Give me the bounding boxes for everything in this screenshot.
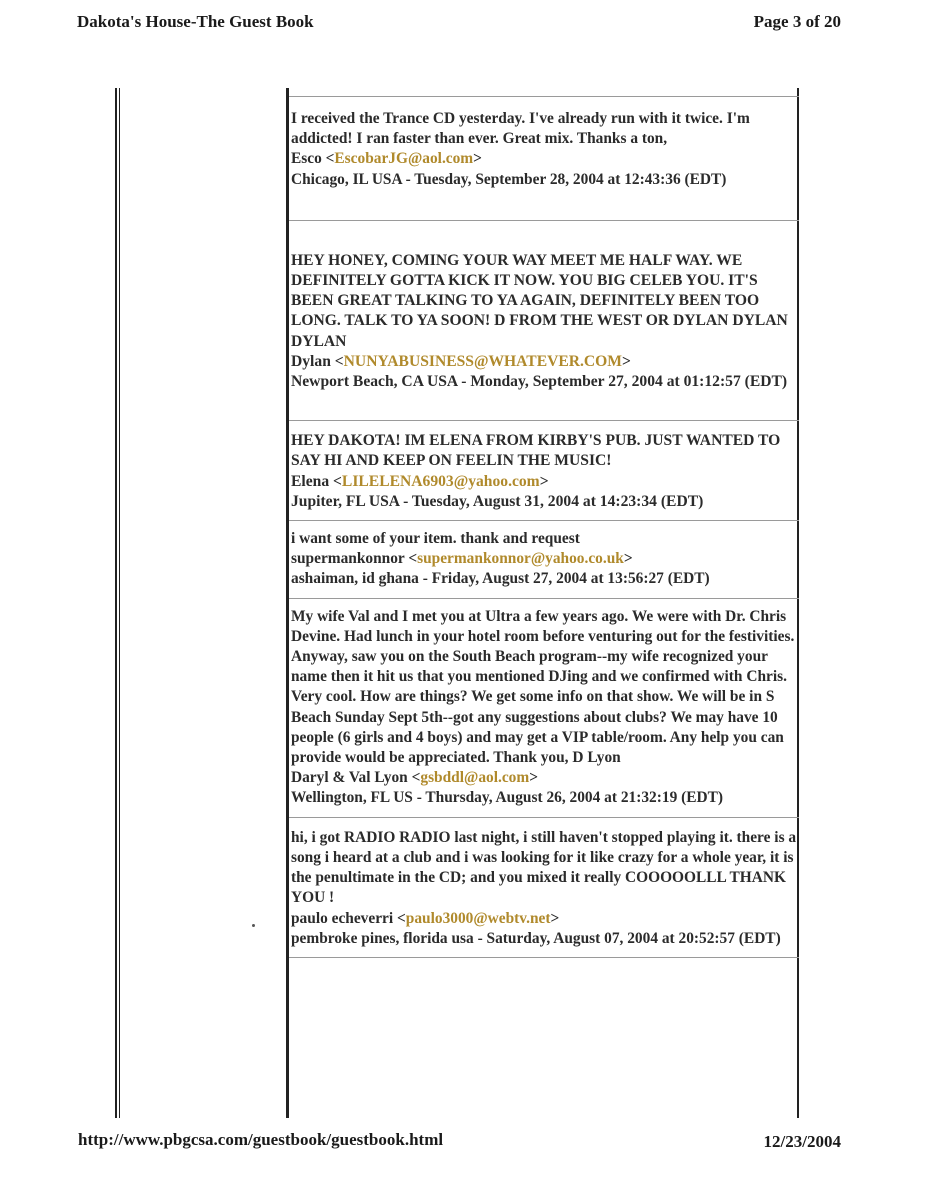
entry-location-date: Wellington, FL US - Thursday, August 26, 2004 at 21:32:19 (EDT) — [291, 789, 724, 807]
entry-divider — [289, 957, 799, 958]
entry-message: hi, i got RADIO RADIO last night, i still haven't stopped playing it. there is a song i heard at a club and i was looking for it like crazy for a whole year, it is the penultimate in the CD; and you mixed it really COOOOOLLL THANK YOU ! — [291, 828, 797, 907]
page-footer-date: 12/23/2004 — [763, 1132, 841, 1151]
entry-author: Elena — [291, 472, 330, 490]
entry-author: Dylan — [291, 352, 331, 370]
entry-author: paulo echeverri — [291, 909, 394, 927]
entry-signature: Dylan <NUNYABUSINESS@WHATEVER.COM> — [291, 352, 631, 370]
entry-location-date: Newport Beach, CA USA - Monday, September 27, 2004 at 01:12:57 (EDT) — [291, 373, 788, 391]
entry-email-link[interactable]: LILELENA6903@yahoo.com — [341, 472, 540, 490]
entry-location-date: pembroke pines, florida usa - Saturday, August 07, 2004 at 20:52:57 (EDT) — [291, 929, 781, 947]
entry-email-link[interactable]: NUNYABUSINESS@WHATEVER.COM — [343, 352, 623, 370]
guestbook-entry — [289, 420, 799, 520]
entry-message: I received the Trance CD yesterday. I've already run with it twice. I'm addicted! I ran faster than ever. Great mix. Thanks a ton, — [291, 110, 750, 148]
entry-email-link[interactable]: supermankonnor@yahoo.co.uk — [417, 550, 624, 568]
page-number: Page 3 of 20 — [753, 12, 841, 31]
entry-signature: supermankonnor <supermankonnor@yahoo.co.uk> — [291, 550, 633, 568]
entry-signature: paulo echeverri <paulo3000@webtv.net> — [291, 909, 560, 927]
frame-border-left-inner — [119, 88, 120, 1118]
entry-email-link[interactable]: EscobarJG@aol.com — [334, 150, 474, 168]
frame-border-left — [115, 88, 117, 1118]
entry-message: HEY HONEY, COMING YOUR WAY MEET ME HALF WAY. WE DEFINITELY GOTTA KICK IT NOW. YOU BIG CELEB YOU. IT'S BEEN GREAT TALKING TO YA AGAIN, DEFINITELY BEEN TOO LONG. TALK TO YA SOON! D FROM THE WEST OR DYLAN DYLAN DYLAN — [291, 251, 788, 350]
entry-message: HEY DAKOTA! IM ELENA FROM KIRBY'S PUB. JUST WANTED TO SAY HI AND KEEP ON FEELIN THE MUSIC! — [291, 432, 781, 470]
guestbook-entry — [289, 96, 799, 220]
entry-signature: Elena <LILELENA6903@yahoo.com> — [291, 472, 549, 490]
page-footer-url: http://www.pbgcsa.com/guestbook/guestbook.html — [78, 1130, 444, 1149]
entry-location-date: ashaiman, id ghana - Friday, August 27, 2004 at 13:56:27 (EDT) — [291, 570, 710, 588]
entry-signature: Esco <EscobarJG@aol.com> — [291, 150, 482, 168]
entry-message: My wife Val and I met you at Ultra a few years ago. We were with Dr. Chris Devine. Had lunch in your hotel room before venturing out for the festivities. Anyway, saw you on the South Beach program--my wife recognized your name then it hit us that you mentioned DJing and we confirmed with Chris. Very cool. How are things? We get some info on that show. We will be in S Beach Sunday Sept 5th--got any suggestions about clubs? We may have 10 people (6 girls and 4 boys) and may get a VIP table/room. Any help you can provide would be appreciated. Thank you, D Lyon — [291, 607, 795, 767]
guestbook-entry — [289, 817, 799, 957]
entry-author: Daryl & Val Lyon — [291, 769, 408, 787]
entry-author: Esco — [291, 150, 322, 168]
entry-author: supermankonnor — [291, 550, 405, 568]
scan-speck — [252, 924, 255, 927]
entry-email-link[interactable]: paulo3000@webtv.net — [405, 909, 551, 927]
guestbook-entry — [289, 220, 799, 420]
entry-location-date: Jupiter, FL USA - Tuesday, August 31, 2004 at 14:23:34 (EDT) — [291, 492, 704, 510]
guestbook-entries — [289, 96, 799, 958]
entry-message: i want some of your item. thank and request — [291, 530, 580, 548]
page-header-title: Dakota's House-The Guest Book — [77, 12, 314, 31]
guestbook-entry — [289, 598, 799, 817]
entry-signature: Daryl & Val Lyon <gsbddl@aol.com> — [291, 769, 538, 787]
entry-email-link[interactable]: gsbddl@aol.com — [420, 769, 530, 787]
entry-location-date: Chicago, IL USA - Tuesday, September 28, 2004 at 12:43:36 (EDT) — [291, 170, 727, 188]
guestbook-entry — [289, 520, 799, 598]
